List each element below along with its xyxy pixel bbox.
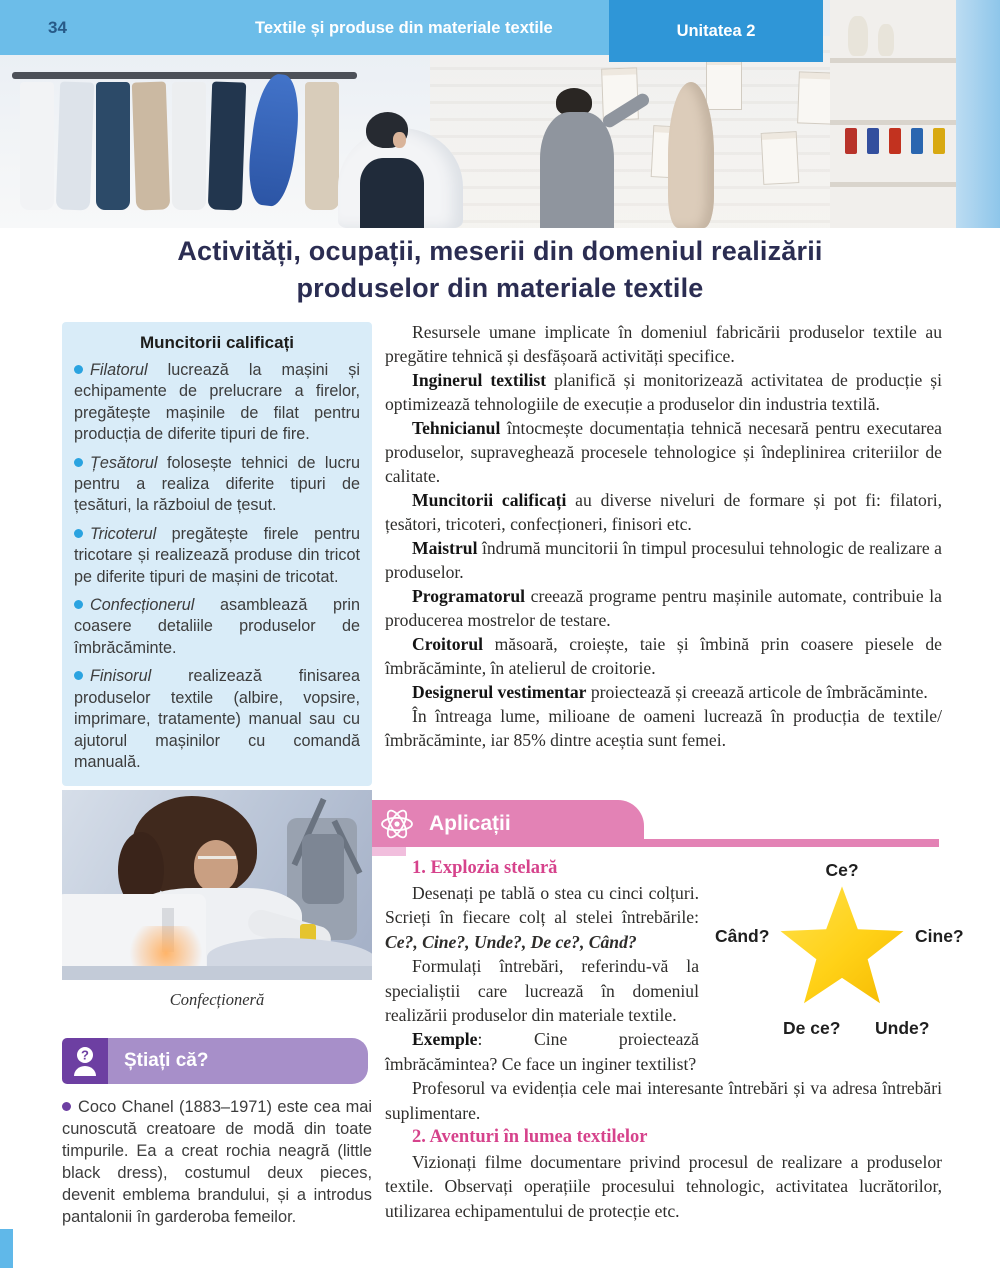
did-you-know-icon-box	[62, 1038, 108, 1084]
main-text-column	[385, 320, 942, 752]
photo-shape	[244, 72, 304, 208]
photo-shape	[706, 58, 742, 110]
star-label-left: Când?	[715, 926, 770, 946]
photo-seamstress	[62, 790, 372, 980]
photo-shape	[360, 158, 424, 228]
photo-shape	[956, 0, 1000, 228]
photo-shape	[867, 128, 879, 154]
info-item: Filatorul lucrează la mașini și echipamente de prelucrare a firelor, pregătește mașinile de filat pentru producția de diferite tipuri de fire.	[74, 361, 360, 444]
photo-shape	[305, 82, 339, 210]
star-label-right: Cine?	[915, 926, 964, 946]
star-label-bottom-right: Unde?	[875, 1018, 930, 1038]
page-number: 34	[48, 18, 67, 37]
chapter-title: Textile și produse din materiale textile	[255, 19, 553, 37]
photo-shape	[208, 81, 246, 210]
photo-shape	[12, 72, 357, 79]
paragraph: În întreaga lume, milioane de oameni lucrează în producția de textile/îmbrăcăminte, iar 85% dintre aceștia sunt femei.	[385, 706, 942, 750]
info-box-title: Muncitorii calificați	[140, 333, 294, 352]
applications-banner	[364, 800, 644, 847]
info-box-muncitorii	[62, 322, 372, 786]
paragraph: Resursele umane implicate în domeniul fabricării produselor textile au pregătire tehnică și desfășoară activități specifice.	[385, 322, 942, 366]
page-title-line2: produselor din materiale textile	[296, 273, 704, 303]
page-title-line1: Activități, ocupații, meserii din domeniul realizării	[177, 236, 823, 266]
paragraph: Programatorul creează programe pentru mașinile automate, contribuie la producerea mostrelor de testare.	[385, 586, 942, 630]
photo-shape	[845, 128, 857, 154]
bullet-icon	[74, 458, 83, 467]
bullet-icon	[62, 1102, 71, 1111]
photo-shape	[132, 81, 170, 210]
star-diagram	[707, 860, 964, 1042]
did-you-know-text: Coco Chanel (1883–1971) este cea mai cunoscută creatoare de modă din toate timpurile. Ea a creat rochia neagră (little black dress), costumul deux pieces, devenit emblema brandului, și a introdus pantalonii în garderoba femeilor.	[62, 1098, 372, 1226]
photo-shape	[20, 82, 54, 210]
bullet-icon	[74, 671, 83, 680]
paragraph: Exemple: Cine proiectează îmbrăcămintea? Ce face un inginer textilist?	[385, 1029, 699, 1074]
photo-shape	[761, 131, 800, 185]
photo-shape	[198, 856, 236, 859]
star-label-top: Ce?	[825, 860, 859, 880]
atom-icon	[379, 806, 415, 842]
bottom-page-tab	[0, 1229, 13, 1268]
paragraph: Vizionați filme documentare privind procesul de realizare a produselor textile. Observați operațiile procesului tehnologic, activitatea lucrătorilor, utilizarea echipamentului de protecție etc.	[385, 1152, 942, 1221]
activity2-heading: 2. Aventuri în lumea textilelor	[412, 1127, 648, 1148]
paragraph: Desenați pe tablă o stea cu cinci colțuri. Scrieți în fiecare colț al stelei întrebările: Ce?, Cine?, Unde?, De ce?, Când?	[385, 883, 699, 952]
page-title	[0, 233, 1000, 307]
banner-line	[644, 839, 939, 847]
person-question-icon	[71, 1046, 99, 1076]
did-you-know-title-bar	[108, 1038, 368, 1084]
photo-shape	[848, 16, 868, 56]
applications-section	[385, 856, 964, 1223]
photo-shape	[62, 966, 372, 980]
info-item: Țesătorul folosește tehnici de lucru pentru a realiza diferite tipuri de țesături, la războiul de țesut.	[74, 453, 360, 515]
paragraph: Profesorul va evidenția cele mai interesante întrebări și va adresa întrebări suplimentare.	[385, 1078, 942, 1123]
paragraph: Muncitorii calificați au diverse niveluri de formare și pot fi: filatori, țesători, tricoteri, confecționeri, finisori etc.	[385, 490, 942, 534]
photo-shape	[302, 834, 344, 904]
questions-list: Ce?, Cine?, Unde?, De ce?, Când?	[385, 931, 637, 952]
bullet-icon	[74, 365, 83, 374]
activity1-heading: 1. Explozia stelară	[412, 858, 558, 878]
photo-shape	[96, 82, 130, 210]
paragraph: Maistrul îndrumă muncitorii în timpul procesului tehnologic de realizare a produselor.	[385, 538, 942, 582]
photo-shape	[393, 132, 406, 148]
photo-shape	[878, 24, 894, 56]
svg-text:?: ?	[81, 1047, 89, 1063]
star-icon	[772, 884, 912, 1018]
photo-shape	[933, 128, 945, 154]
photo-shape	[172, 82, 206, 210]
paragraph: Tehnicianul întocmește documentația tehnică necesară pentru executarea produselor, supraveghează procesele tehnologice și îndeplinirea criteriilor de calitate.	[385, 418, 942, 486]
info-item: Finisorul realizează finisarea produselor textile (albire, vopsire, imprimare, tratamente) manual sau cu ajutorul mașinilor cu comandă manuală.	[74, 667, 360, 771]
info-item: Confecționerul asamblează prin coasere detaliile produselor de îmbrăcăminte.	[74, 596, 360, 657]
did-you-know-title: Știați că?	[124, 1050, 209, 1071]
unit-badge	[609, 0, 823, 62]
unit-label: Unitatea 2	[676, 21, 756, 40]
photo-shape	[56, 81, 94, 210]
did-you-know-banner	[62, 1038, 368, 1084]
photo-shape	[540, 112, 614, 228]
bullet-icon	[74, 529, 83, 538]
paragraph: Formulați întrebări, referindu-vă la specialiștii care lucrează în domeniul realizării produselor din materiale textile.	[385, 956, 699, 1026]
photo-caption: Confecționeră	[169, 990, 265, 1009]
star-label-bottom-left: De ce?	[783, 1018, 841, 1038]
photo-shape	[668, 82, 714, 228]
photo-shape	[889, 128, 901, 154]
applications-banner-label: Aplicații	[429, 811, 511, 835]
info-item: Tricoterul pregătește firele pentru tricotare și realizează produse din tricot pe diferite tipuri de mașini de tricotat.	[74, 524, 360, 586]
paragraph: Inginerul textilist planifică și monitorizează activitatea de producție și optimizează tehnologiile de execuție a produselor din industria textilă.	[385, 370, 942, 414]
photo-shape	[194, 840, 238, 892]
photo-shape	[911, 128, 923, 154]
paragraph: Designerul vestimentar proiectează și creează articole de îmbrăcăminte.	[412, 682, 928, 702]
bullet-icon	[74, 600, 83, 609]
paragraph: Croitorul măsoară, croiește, taie și îmbină prin coasere piesele de îmbrăcăminte, în atelierul de croitorie.	[385, 634, 942, 678]
